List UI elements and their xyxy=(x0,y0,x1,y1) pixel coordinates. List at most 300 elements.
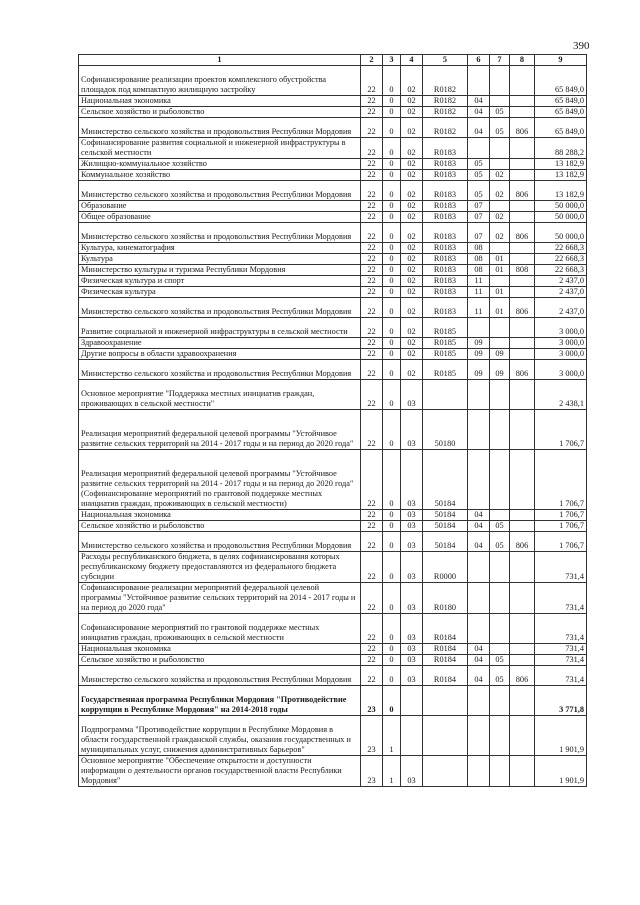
table-row xyxy=(79,338,587,349)
activity-code: 03 xyxy=(401,521,423,532)
expense-type-code xyxy=(510,756,535,787)
table-row xyxy=(79,644,587,655)
direction-code: R0183 xyxy=(423,212,468,223)
section-code xyxy=(468,552,490,583)
program-code: 22 xyxy=(361,360,383,380)
direction-code: 50180 xyxy=(423,410,468,450)
activity-code: 03 xyxy=(401,510,423,521)
activity-code: 02 xyxy=(401,360,423,380)
column-header: 4 xyxy=(401,55,423,66)
table-row xyxy=(79,614,587,644)
expense-type-code xyxy=(510,243,535,254)
amount-cell: 731,4 xyxy=(535,614,587,644)
section-code xyxy=(468,716,490,756)
amount-cell: 13 182,9 xyxy=(535,159,587,170)
table-row xyxy=(79,107,587,118)
row-name: Министерство сельского хозяйства и продовольствия Республики Мордовия xyxy=(79,223,361,243)
program-code: 22 xyxy=(361,107,383,118)
subprogram-code: 0 xyxy=(383,360,401,380)
table-row xyxy=(79,159,587,170)
activity-code: 03 xyxy=(401,380,423,410)
subprogram-code: 0 xyxy=(383,254,401,265)
subsection-code xyxy=(490,96,510,107)
subsection-code: 02 xyxy=(490,212,510,223)
activity-code: 03 xyxy=(401,552,423,583)
subprogram-code: 0 xyxy=(383,159,401,170)
subprogram-code: 0 xyxy=(383,287,401,298)
program-code: 22 xyxy=(361,118,383,138)
direction-code: R0180 xyxy=(423,583,468,614)
direction-code: R0183 xyxy=(423,181,468,201)
program-code: 22 xyxy=(361,552,383,583)
expense-type-code xyxy=(510,138,535,159)
amount-cell: 65 849,0 xyxy=(535,96,587,107)
subsection-code xyxy=(490,552,510,583)
subsection-code xyxy=(490,686,510,716)
section-code: 04 xyxy=(468,521,490,532)
section-code: 04 xyxy=(468,510,490,521)
subprogram-code: 0 xyxy=(383,66,401,96)
subsection-code xyxy=(490,510,510,521)
expense-type-code xyxy=(510,201,535,212)
expense-type-code: 806 xyxy=(510,532,535,552)
row-name: Министерство сельского хозяйства и продовольствия Республики Мордовия xyxy=(79,360,361,380)
program-code: 22 xyxy=(361,276,383,287)
section-code: 09 xyxy=(468,360,490,380)
row-name: Другие вопросы в области здравоохранения xyxy=(79,349,361,360)
subsection-code xyxy=(490,410,510,450)
program-code: 22 xyxy=(361,510,383,521)
section-code: 04 xyxy=(468,644,490,655)
subsection-code xyxy=(490,380,510,410)
subsection-code: 02 xyxy=(490,181,510,201)
subsection-code: 01 xyxy=(490,265,510,276)
activity-code: 02 xyxy=(401,265,423,276)
table-row xyxy=(79,265,587,276)
table-row xyxy=(79,360,587,380)
direction-code: R0183 xyxy=(423,159,468,170)
expense-type-code xyxy=(510,66,535,96)
subprogram-code: 0 xyxy=(383,107,401,118)
amount-cell: 3 000,0 xyxy=(535,360,587,380)
section-code: 05 xyxy=(468,159,490,170)
program-code: 22 xyxy=(361,243,383,254)
subprogram-code: 0 xyxy=(383,410,401,450)
program-code: 22 xyxy=(361,380,383,410)
row-name: Софинансирование реализации проектов комплексного обустройства площадок под компактную жилищную застройку xyxy=(79,66,361,96)
subsection-code xyxy=(490,138,510,159)
section-code: 11 xyxy=(468,276,490,287)
table-header-row xyxy=(79,55,587,66)
activity-code: 02 xyxy=(401,276,423,287)
subprogram-code: 0 xyxy=(383,223,401,243)
subsection-code: 02 xyxy=(490,170,510,181)
activity-code: 03 xyxy=(401,450,423,510)
section-code: 09 xyxy=(468,338,490,349)
section-code: 04 xyxy=(468,655,490,666)
direction-code: R0182 xyxy=(423,66,468,96)
row-name: Сельское хозяйство и рыболовство xyxy=(79,107,361,118)
table-row xyxy=(79,380,587,410)
section-code: 11 xyxy=(468,287,490,298)
expense-type-code xyxy=(510,380,535,410)
expense-type-code: 806 xyxy=(510,181,535,201)
activity-code: 02 xyxy=(401,66,423,96)
activity-code xyxy=(401,686,423,716)
section-code: 08 xyxy=(468,254,490,265)
table-row xyxy=(79,181,587,201)
subsection-code: 05 xyxy=(490,532,510,552)
program-code: 22 xyxy=(361,212,383,223)
program-code: 22 xyxy=(361,666,383,686)
row-name: Национальная экономика xyxy=(79,96,361,107)
subprogram-code: 1 xyxy=(383,756,401,787)
table-row xyxy=(79,66,587,96)
subprogram-code: 0 xyxy=(383,181,401,201)
activity-code: 02 xyxy=(401,318,423,338)
budget-table xyxy=(78,54,587,787)
direction-code: 50184 xyxy=(423,532,468,552)
direction-code: 50184 xyxy=(423,521,468,532)
subsection-code xyxy=(490,318,510,338)
activity-code: 03 xyxy=(401,532,423,552)
table-row xyxy=(79,686,587,716)
table-row xyxy=(79,96,587,107)
amount-cell: 50 000,0 xyxy=(535,212,587,223)
activity-code: 03 xyxy=(401,666,423,686)
section-code: 04 xyxy=(468,532,490,552)
direction-code: R0183 xyxy=(423,138,468,159)
section-code xyxy=(468,686,490,716)
subprogram-code: 0 xyxy=(383,318,401,338)
subprogram-code: 0 xyxy=(383,380,401,410)
subsection-code: 02 xyxy=(490,223,510,243)
row-name: Софинансирование реализации мероприятий федеральной целевой программы "Устойчивое развитие сельских территорий на 2014 - 2017 годы и на период до 2020 года" xyxy=(79,583,361,614)
table-row xyxy=(79,552,587,583)
direction-code: R0183 xyxy=(423,265,468,276)
expense-type-code: 806 xyxy=(510,666,535,686)
table-row xyxy=(79,510,587,521)
subprogram-code: 0 xyxy=(383,532,401,552)
subsection-code: 01 xyxy=(490,254,510,265)
amount-cell: 3 000,0 xyxy=(535,318,587,338)
subsection-code: 05 xyxy=(490,521,510,532)
direction-code xyxy=(423,716,468,756)
table-row xyxy=(79,276,587,287)
row-name: Софинансирование развития социальной и инженерной инфраструктуры в сельской местности xyxy=(79,138,361,159)
row-name: Расходы республиканского бюджета, в целях софинансирования которых республиканскому бюджету предоставляются из федерального бюджета субсидии xyxy=(79,552,361,583)
activity-code: 02 xyxy=(401,170,423,181)
amount-cell: 3 771,8 xyxy=(535,686,587,716)
row-name: Коммунальное хозяйство xyxy=(79,170,361,181)
expense-type-code xyxy=(510,552,535,583)
subsection-code xyxy=(490,66,510,96)
amount-cell: 2 437,0 xyxy=(535,276,587,287)
program-code: 22 xyxy=(361,223,383,243)
direction-code: R0183 xyxy=(423,254,468,265)
table-row xyxy=(79,254,587,265)
subsection-code xyxy=(490,159,510,170)
program-code: 22 xyxy=(361,655,383,666)
subprogram-code: 0 xyxy=(383,510,401,521)
direction-code: R0185 xyxy=(423,338,468,349)
table-row xyxy=(79,212,587,223)
activity-code: 02 xyxy=(401,212,423,223)
subsection-code: 05 xyxy=(490,118,510,138)
amount-cell: 65 849,0 xyxy=(535,118,587,138)
program-code: 22 xyxy=(361,138,383,159)
program-code: 22 xyxy=(361,450,383,510)
direction-code xyxy=(423,756,468,787)
amount-cell: 65 849,0 xyxy=(535,107,587,118)
program-code: 22 xyxy=(361,349,383,360)
direction-code: R0184 xyxy=(423,614,468,644)
table-row xyxy=(79,410,587,450)
amount-cell: 3 000,0 xyxy=(535,338,587,349)
row-name: Жилищно-коммунальное хозяйство xyxy=(79,159,361,170)
column-header: 9 xyxy=(535,55,587,66)
section-code: 07 xyxy=(468,223,490,243)
program-code: 22 xyxy=(361,265,383,276)
table-row xyxy=(79,655,587,666)
expense-type-code xyxy=(510,170,535,181)
direction-code: R0000 xyxy=(423,552,468,583)
section-code: 08 xyxy=(468,243,490,254)
section-code: 04 xyxy=(468,666,490,686)
program-code: 22 xyxy=(361,338,383,349)
direction-code: R0182 xyxy=(423,96,468,107)
amount-cell: 50 000,0 xyxy=(535,223,587,243)
section-code xyxy=(468,450,490,510)
row-name: Реализация мероприятий федеральной целевой программы "Устойчивое развитие сельских территорий на 2014 - 2017 годы и на период до 2020 года" xyxy=(79,410,361,450)
subprogram-code: 0 xyxy=(383,96,401,107)
expense-type-code: 806 xyxy=(510,360,535,380)
subsection-code xyxy=(490,614,510,644)
section-code xyxy=(468,380,490,410)
activity-code: 03 xyxy=(401,410,423,450)
section-code: 04 xyxy=(468,118,490,138)
subprogram-code: 0 xyxy=(383,521,401,532)
table-row xyxy=(79,201,587,212)
table-row xyxy=(79,318,587,338)
amount-cell: 1 706,7 xyxy=(535,410,587,450)
subprogram-code: 0 xyxy=(383,583,401,614)
activity-code: 02 xyxy=(401,338,423,349)
expense-type-code xyxy=(510,686,535,716)
activity-code xyxy=(401,716,423,756)
subprogram-code: 0 xyxy=(383,686,401,716)
program-code: 23 xyxy=(361,716,383,756)
expense-type-code xyxy=(510,521,535,532)
direction-code: R0185 xyxy=(423,349,468,360)
row-name: Основное мероприятие "Обеспечение открытости и доступности информации о деятельности органов государственной власти Республики Мордовия" xyxy=(79,756,361,787)
program-code: 22 xyxy=(361,159,383,170)
row-name: Общее образование xyxy=(79,212,361,223)
program-code: 22 xyxy=(361,287,383,298)
activity-code: 02 xyxy=(401,118,423,138)
table-row xyxy=(79,170,587,181)
amount-cell: 1 706,7 xyxy=(535,450,587,510)
program-code: 22 xyxy=(361,532,383,552)
row-name: Основное мероприятие "Поддержка местных инициатив граждан, проживающих в сельской местности" xyxy=(79,380,361,410)
amount-cell: 88 288,2 xyxy=(535,138,587,159)
row-name: Сельское хозяйство и рыболовство xyxy=(79,655,361,666)
program-code: 22 xyxy=(361,201,383,212)
activity-code: 03 xyxy=(401,655,423,666)
amount-cell: 731,4 xyxy=(535,655,587,666)
row-name: Министерство сельского хозяйства и продовольствия Республики Мордовия xyxy=(79,298,361,318)
subsection-code xyxy=(490,243,510,254)
direction-code: R0184 xyxy=(423,644,468,655)
subprogram-code: 0 xyxy=(383,138,401,159)
subprogram-code: 0 xyxy=(383,552,401,583)
expense-type-code: 806 xyxy=(510,298,535,318)
amount-cell: 731,4 xyxy=(535,583,587,614)
subsection-code xyxy=(490,716,510,756)
amount-cell: 1 706,7 xyxy=(535,532,587,552)
amount-cell: 2 438,1 xyxy=(535,380,587,410)
subprogram-code: 0 xyxy=(383,349,401,360)
column-header: 6 xyxy=(468,55,490,66)
amount-cell: 1 901,9 xyxy=(535,756,587,787)
amount-cell: 731,4 xyxy=(535,666,587,686)
section-code xyxy=(468,138,490,159)
expense-type-code xyxy=(510,254,535,265)
direction-code: R0185 xyxy=(423,360,468,380)
direction-code: R0182 xyxy=(423,107,468,118)
table-row xyxy=(79,450,587,510)
table-row xyxy=(79,583,587,614)
program-code: 22 xyxy=(361,583,383,614)
row-name: Здравоохранение xyxy=(79,338,361,349)
section-code: 11 xyxy=(468,298,490,318)
column-header: 5 xyxy=(423,55,468,66)
section-code: 07 xyxy=(468,201,490,212)
subsection-code xyxy=(490,644,510,655)
expense-type-code xyxy=(510,212,535,223)
section-code: 04 xyxy=(468,107,490,118)
subprogram-code: 0 xyxy=(383,644,401,655)
subsection-code xyxy=(490,276,510,287)
row-name: Развитие социальной и инженерной инфраструктуры в сельской местности xyxy=(79,318,361,338)
page-number: 390 xyxy=(573,40,590,52)
column-header: 1 xyxy=(79,55,361,66)
amount-cell: 3 000,0 xyxy=(535,349,587,360)
section-code xyxy=(468,410,490,450)
table-row xyxy=(79,532,587,552)
table-row xyxy=(79,666,587,686)
program-code: 22 xyxy=(361,254,383,265)
program-code: 22 xyxy=(361,644,383,655)
row-name: Физическая культура и спорт xyxy=(79,276,361,287)
subsection-code xyxy=(490,201,510,212)
expense-type-code xyxy=(510,318,535,338)
row-name: Министерство сельского хозяйства и продовольствия Республики Мордовия xyxy=(79,532,361,552)
program-code: 22 xyxy=(361,298,383,318)
subprogram-code: 0 xyxy=(383,265,401,276)
subprogram-code: 0 xyxy=(383,614,401,644)
expense-type-code xyxy=(510,510,535,521)
program-code: 23 xyxy=(361,756,383,787)
activity-code: 03 xyxy=(401,614,423,644)
expense-type-code xyxy=(510,614,535,644)
activity-code: 02 xyxy=(401,243,423,254)
row-name: Культура, кинематография xyxy=(79,243,361,254)
subprogram-code: 0 xyxy=(383,450,401,510)
direction-code: R0184 xyxy=(423,666,468,686)
direction-code: R0183 xyxy=(423,223,468,243)
row-name: Подпрограмма "Противодействие коррупции в Республике Мордовия в области государственной гражданской службы, оказания государственных и муниципальных услуг, снижения административных барьеров" xyxy=(79,716,361,756)
program-code: 22 xyxy=(361,410,383,450)
direction-code: R0183 xyxy=(423,243,468,254)
amount-cell: 50 000,0 xyxy=(535,201,587,212)
activity-code: 02 xyxy=(401,96,423,107)
row-name: Министерство сельского хозяйства и продовольствия Республики Мордовия xyxy=(79,666,361,686)
row-name: Министерство сельского хозяйства и продовольствия Республики Мордовия xyxy=(79,181,361,201)
section-code xyxy=(468,756,490,787)
amount-cell: 1 706,7 xyxy=(535,510,587,521)
subprogram-code: 0 xyxy=(383,170,401,181)
expense-type-code xyxy=(510,655,535,666)
direction-code xyxy=(423,686,468,716)
subsection-code xyxy=(490,450,510,510)
subprogram-code: 0 xyxy=(383,666,401,686)
section-code xyxy=(468,583,490,614)
subsection-code: 09 xyxy=(490,360,510,380)
expense-type-code xyxy=(510,287,535,298)
table-row xyxy=(79,756,587,787)
activity-code: 02 xyxy=(401,349,423,360)
table-row xyxy=(79,349,587,360)
subprogram-code: 0 xyxy=(383,298,401,318)
section-code: 05 xyxy=(468,170,490,181)
direction-code: R0182 xyxy=(423,118,468,138)
activity-code: 03 xyxy=(401,644,423,655)
amount-cell: 2 437,0 xyxy=(535,287,587,298)
expense-type-code xyxy=(510,276,535,287)
table-row xyxy=(79,223,587,243)
expense-type-code xyxy=(510,107,535,118)
activity-code: 02 xyxy=(401,254,423,265)
activity-code: 02 xyxy=(401,287,423,298)
amount-cell: 13 182,9 xyxy=(535,181,587,201)
activity-code: 03 xyxy=(401,756,423,787)
direction-code xyxy=(423,380,468,410)
section-code xyxy=(468,318,490,338)
subprogram-code: 1 xyxy=(383,716,401,756)
row-name: Государственная программа Республики Мордовия "Противодействие коррупции в Республике Мордовия" на 2014-2018 годы xyxy=(79,686,361,716)
expense-type-code xyxy=(510,644,535,655)
subsection-code: 05 xyxy=(490,666,510,686)
subprogram-code: 0 xyxy=(383,655,401,666)
program-code: 22 xyxy=(361,521,383,532)
expense-type-code xyxy=(510,96,535,107)
expense-type-code xyxy=(510,583,535,614)
subsection-code: 01 xyxy=(490,298,510,318)
subprogram-code: 0 xyxy=(383,243,401,254)
program-code: 22 xyxy=(361,614,383,644)
column-header: 8 xyxy=(510,55,535,66)
amount-cell: 1 901,9 xyxy=(535,716,587,756)
subprogram-code: 0 xyxy=(383,118,401,138)
expense-type-code xyxy=(510,716,535,756)
row-name: Сельское хозяйство и рыболовство xyxy=(79,521,361,532)
subsection-code: 01 xyxy=(490,287,510,298)
expense-type-code xyxy=(510,349,535,360)
amount-cell: 22 668,3 xyxy=(535,265,587,276)
program-code: 22 xyxy=(361,66,383,96)
table-row xyxy=(79,521,587,532)
